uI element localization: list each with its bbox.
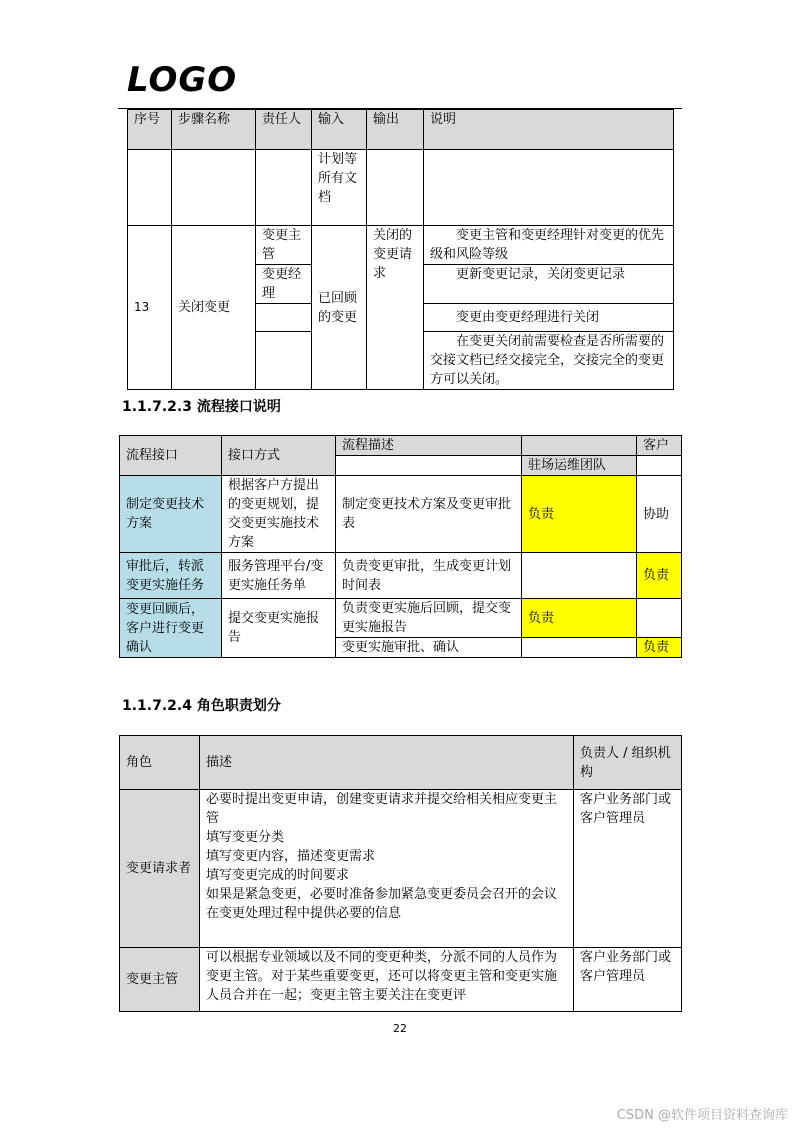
cell-client: 协助 xyxy=(637,476,682,553)
cell-role: 变更主管 xyxy=(120,948,200,1012)
cell-desc: 可以根据专业领域以及不同的变更种类，分派不同的人员作为变更主管。对于某些重要变更，还可以将变更主管和变更实施人员合并在一起；变更主管主要关注在变更评 xyxy=(200,948,574,1012)
cell-owner: 变更主管 xyxy=(256,226,312,265)
cell-desc xyxy=(200,790,574,948)
cell-desc: 在变更关闭前需要检查是否所需要的交接文档已经交接完全，交接完全的变更方可以关闭。 xyxy=(424,332,674,390)
logo: LOGO xyxy=(127,60,238,100)
cell-team xyxy=(522,638,637,658)
header-owner: 负责人 / 组织机构 xyxy=(574,736,682,790)
header-client: 客户 xyxy=(637,436,682,456)
header-no: 序号 xyxy=(128,110,172,150)
cell-owner: 客户业务部门或客户管理员 xyxy=(574,790,682,948)
watermark: CSDN @软件项目资料查询库 xyxy=(616,1108,788,1123)
desc-line: 如果是紧急变更，必要时准备参加紧急变更委员会召开的会议 xyxy=(206,887,558,902)
cell-team: 负责 xyxy=(522,476,637,553)
cell-client xyxy=(637,599,682,638)
cell-desc: 变更实施审批、确认 xyxy=(336,638,522,658)
cell-method: 服务管理平台/变更实施任务单 xyxy=(222,553,336,599)
cell-no: 13 xyxy=(128,226,172,390)
header-method: 接口方式 xyxy=(222,436,336,476)
header-input: 输入 xyxy=(312,110,367,150)
header-owner: 责任人 xyxy=(256,110,312,150)
cell-empty xyxy=(424,150,674,226)
page-number: 22 xyxy=(393,1022,407,1035)
cell-desc: 制定变更技术方案及变更审批表 xyxy=(336,476,522,553)
header-team: 驻场运维团队 xyxy=(522,456,637,476)
cell-interface: 变更回顾后，客户进行变更确认 xyxy=(120,599,222,658)
header-blank xyxy=(637,456,682,476)
roles-table xyxy=(119,735,682,1012)
cell-owner: 客户业务部门或客户管理员 xyxy=(574,948,682,1012)
cell-empty xyxy=(256,332,312,390)
cell-desc: 负责变更实施后回顾，提交变更实施报告 xyxy=(336,599,522,638)
cell-team: 负责 xyxy=(522,599,637,638)
cell-input: 已回顾的变更 xyxy=(312,226,367,390)
cell-client: 负责 xyxy=(637,553,682,599)
header-desc: 描述 xyxy=(200,736,574,790)
cell-empty xyxy=(256,304,312,332)
cell-empty xyxy=(172,150,256,226)
steps-table xyxy=(127,109,674,390)
cell-interface: 审批后，转派变更实施任务 xyxy=(120,553,222,599)
desc-line: 填写变更分类 xyxy=(206,830,285,845)
cell-output: 关闭的变更请求 xyxy=(367,226,424,390)
desc-line: 填写变更完成的时间要求 xyxy=(206,868,350,883)
header-role: 角色 xyxy=(120,736,200,790)
cell-desc: 负责变更审批，生成变更计划时间表 xyxy=(336,553,522,599)
cell-empty xyxy=(367,150,424,226)
header-desc: 流程描述 xyxy=(336,436,522,456)
cell-role: 变更请求者 xyxy=(120,790,200,948)
cell-empty xyxy=(256,150,312,226)
header-desc: 说明 xyxy=(424,110,674,150)
section-heading: 1.1.7.2.3 流程接口说明 xyxy=(122,399,281,415)
cell-method: 根据客户方提出的变更规划，提交变更实施技术方案 xyxy=(222,476,336,553)
cell-step: 关闭变更 xyxy=(172,226,256,390)
cell-desc: 变更由变更经理进行关闭 xyxy=(424,304,674,332)
cell-input: 计划等所有文档 xyxy=(312,150,367,226)
cell-method: 提交变更实施报告 xyxy=(222,599,336,658)
cell-desc: 更新变更记录，关闭变更记录 xyxy=(424,265,674,304)
header-blank xyxy=(522,436,637,456)
section-heading: 1.1.7.2.4 角色职责划分 xyxy=(122,698,281,714)
cell-interface: 制定变更技术方案 xyxy=(120,476,222,553)
cell-desc: 变更主管和变更经理针对变更的优先级和风险等级 xyxy=(424,226,674,265)
interface-table xyxy=(119,435,682,658)
cell-owner: 变更经理 xyxy=(256,265,312,304)
header-output: 输出 xyxy=(367,110,424,150)
desc-line: 填写变更内容，描述变更需求 xyxy=(206,849,376,864)
header-blank xyxy=(336,456,522,476)
cell-team xyxy=(522,553,637,599)
desc-line: 必要时提出变更申请，创建变更请求并提交给相关相应变更主管 xyxy=(206,792,558,826)
header-step: 步骤名称 xyxy=(172,110,256,150)
header-interface: 流程接口 xyxy=(120,436,222,476)
cell-client: 负责 xyxy=(637,638,682,658)
cell-empty xyxy=(128,150,172,226)
desc-line: 在变更处理过程中提供必要的信息 xyxy=(206,906,402,921)
